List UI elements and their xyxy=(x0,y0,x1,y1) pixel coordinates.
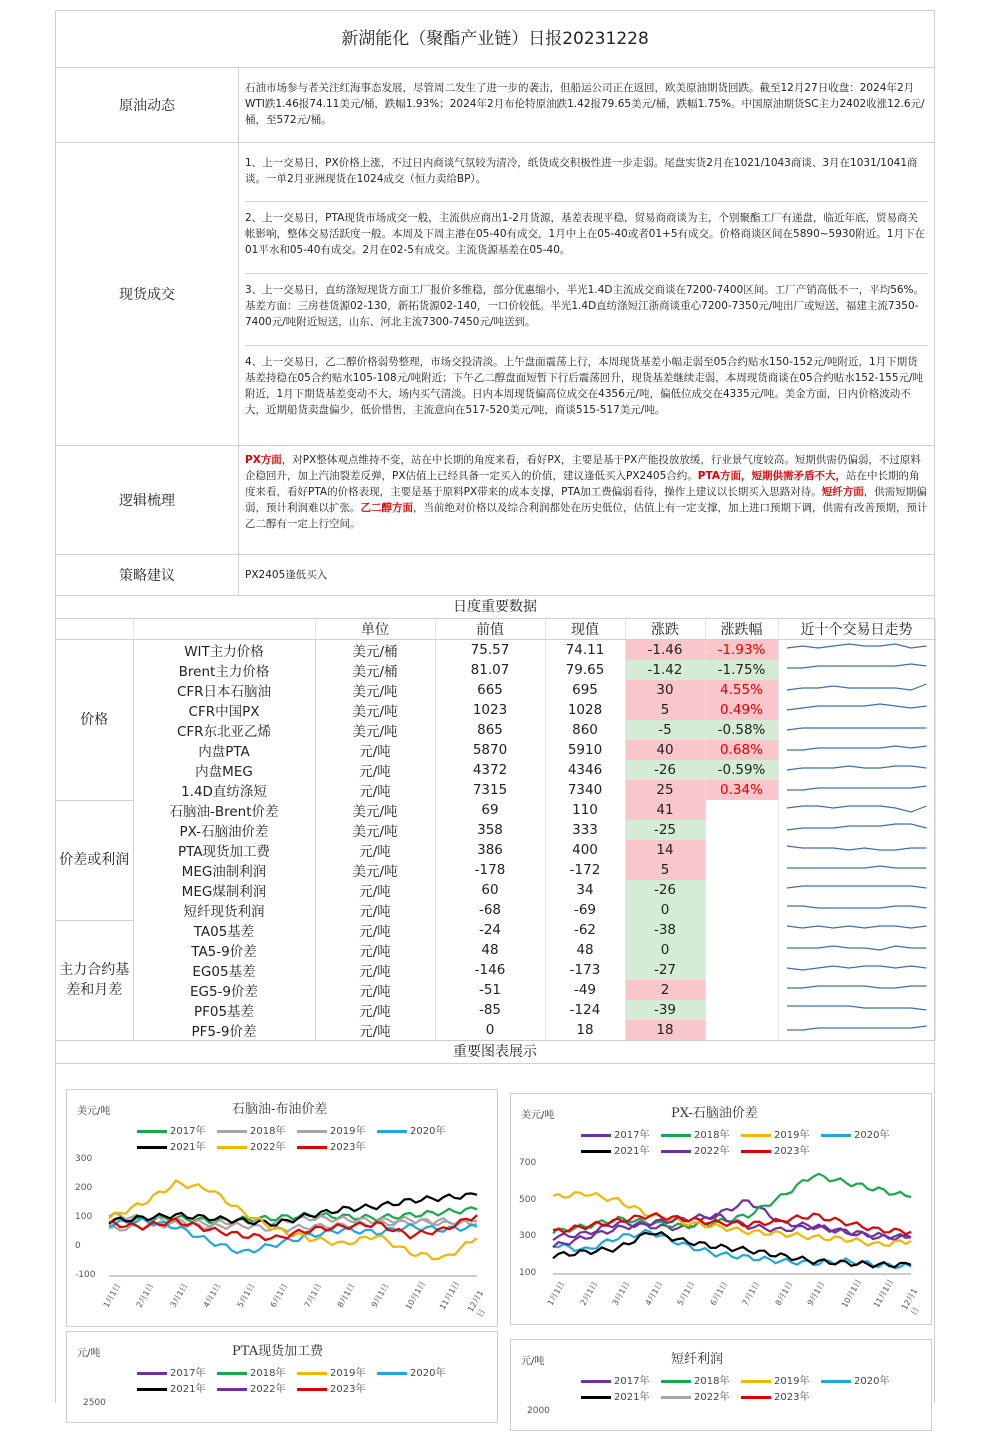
legend-item: 2017年 xyxy=(581,1372,649,1387)
legend-item: 2021年 xyxy=(581,1142,649,1157)
table-row xyxy=(56,860,935,880)
sparkline-path xyxy=(787,966,927,970)
col-pct: 涨跌幅 xyxy=(705,619,778,640)
y-tick: 100 xyxy=(75,1212,93,1222)
x-tick: 9月1日 xyxy=(369,1281,391,1310)
daily-data-title: 日度重要数据 xyxy=(56,596,934,619)
sparkline-path xyxy=(787,946,927,950)
row-prev: 665 xyxy=(435,680,545,700)
row-name: 石脑油-Brent价差 xyxy=(133,800,315,820)
row-prev: 358 xyxy=(435,820,545,840)
x-tick: 5月1日 xyxy=(675,1279,697,1308)
row-name: 1.4D直纺涤短 xyxy=(133,780,315,800)
series-line xyxy=(553,1192,911,1245)
row-name: MEG油制利润 xyxy=(133,860,315,880)
row-cur: 110 xyxy=(545,800,625,820)
y-tick: 0 xyxy=(75,1241,81,1251)
sparkline-path xyxy=(787,806,927,812)
row-trend-sparkline xyxy=(778,820,935,840)
x-tick: 2月1日 xyxy=(135,1281,156,1310)
row-unit: 美元/桶 xyxy=(315,640,435,661)
group-label: 主力合约基差和月差 xyxy=(56,920,133,1040)
row-prev: -146 xyxy=(435,960,545,980)
row-trend-sparkline xyxy=(778,980,935,1000)
legend-item: 2020年 xyxy=(821,1126,889,1141)
row-pct: -1.75% xyxy=(705,660,778,680)
table-row xyxy=(56,760,935,780)
table-row xyxy=(56,840,935,860)
report-title: 新湖能化（聚酯产业链）日报20231228 xyxy=(56,11,934,68)
table-row xyxy=(56,880,935,900)
legend-item: 2022年 xyxy=(661,1142,729,1157)
row-name: 内盘MEG xyxy=(133,760,315,780)
row-name: PX-石脑油价差 xyxy=(133,820,315,840)
row-prev: 1023 xyxy=(435,700,545,720)
row-chg: 5 xyxy=(625,860,705,880)
table-row xyxy=(56,920,935,940)
legend-item: 2021年 xyxy=(137,1380,205,1395)
y-tick: 100 xyxy=(519,1268,537,1278)
row-cur: -124 xyxy=(545,1000,625,1020)
row-unit: 美元/吨 xyxy=(315,860,435,880)
row-unit: 美元/吨 xyxy=(315,720,435,740)
row-pct xyxy=(705,980,778,1000)
row-pct: 0.34% xyxy=(705,780,778,800)
row-trend-sparkline xyxy=(778,700,935,720)
row-cur: 74.11 xyxy=(545,640,625,661)
row-chg: 41 xyxy=(625,800,705,820)
sparkline-path xyxy=(787,886,927,888)
legend-item: 2022年 xyxy=(661,1388,729,1403)
row-pct: 4.55% xyxy=(705,680,778,700)
sparkline-path xyxy=(787,786,927,790)
row-unit: 元/吨 xyxy=(315,980,435,1000)
row-pct xyxy=(705,940,778,960)
row-chg: 25 xyxy=(625,780,705,800)
row-prev: 75.57 xyxy=(435,640,545,661)
legend-item: 2023年 xyxy=(297,1380,365,1395)
row-trend-sparkline xyxy=(778,1020,935,1040)
row-chg: -27 xyxy=(625,960,705,980)
strategy-text: PX2405逢低买入 xyxy=(245,569,328,581)
row-chg: -25 xyxy=(625,820,705,840)
table-row xyxy=(56,800,935,820)
table-row xyxy=(56,660,935,680)
x-tick: 12月1日 xyxy=(899,1286,922,1317)
row-cur: 860 xyxy=(545,720,625,740)
row-cur: 5910 xyxy=(545,740,625,760)
legend-item: 2019年 xyxy=(297,1122,365,1137)
row-name: EG5-9价差 xyxy=(133,980,315,1000)
table-row xyxy=(56,720,935,740)
row-unit: 元/吨 xyxy=(315,780,435,800)
sparkline-path xyxy=(787,866,927,868)
sparkline-path xyxy=(787,684,927,690)
row-chg: -26 xyxy=(625,760,705,780)
logic-section xyxy=(56,446,934,555)
col-prev: 前值 xyxy=(435,619,545,640)
legend-item: 2020年 xyxy=(377,1122,445,1137)
row-trend-sparkline xyxy=(778,840,935,860)
row-trend-sparkline xyxy=(778,640,935,661)
logic-pta-heading: PTA方面，短期供需矛盾不大， xyxy=(697,470,846,482)
logic-meg-text: ，当前绝对价格以及综合利润都处在历史低位，估值上有一定支撑，加上进口预期下调，供需有改善预期，预计乙二醇有一定上行空间。 xyxy=(245,502,928,530)
legend-item: 2019年 xyxy=(741,1372,809,1387)
crude-section xyxy=(56,68,934,143)
x-tick: 9月1日 xyxy=(806,1279,827,1308)
row-unit: 元/吨 xyxy=(315,760,435,780)
row-pct xyxy=(705,880,778,900)
row-pct xyxy=(705,1000,778,1020)
row-chg: 5 xyxy=(625,700,705,720)
row-name: 短纤现货利润 xyxy=(133,900,315,920)
sparkline-path xyxy=(787,704,927,710)
row-chg: 30 xyxy=(625,680,705,700)
row-pct: 0.49% xyxy=(705,700,778,720)
row-unit: 元/吨 xyxy=(315,840,435,860)
daily-data-table xyxy=(56,619,936,1040)
row-unit: 元/吨 xyxy=(315,920,435,940)
charts-title: 重要图表展示 xyxy=(56,1040,934,1064)
row-cur: -172 xyxy=(545,860,625,880)
chart-title: 石脑油-布油价差 xyxy=(232,1102,328,1117)
row-cur: 34 xyxy=(545,880,625,900)
row-chg: 0 xyxy=(625,900,705,920)
x-tick: 7月1日 xyxy=(740,1279,762,1308)
row-prev: -85 xyxy=(435,1000,545,1020)
legend-item: 2023年 xyxy=(741,1388,809,1403)
row-unit: 美元/吨 xyxy=(315,800,435,820)
x-tick: 3月1日 xyxy=(168,1281,190,1310)
row-chg: 14 xyxy=(625,840,705,860)
logic-px-text: ，对PX整体观点维持不变，站在中长期的角度来看，看好PX，主要是基于PX产能投放放缓，行业景气度较高。短期供需仍偏弱，不过原料企稳回升，加上汽油裂差反弹，PX估值上已经具备一定买入的价值，建议逢低买入PX2405合约。 xyxy=(245,454,921,482)
legend-item: 2021年 xyxy=(581,1388,649,1403)
row-trend-sparkline xyxy=(778,800,935,820)
crude-text: 石油市场参与者关注红海事态发展，尽管周二发生了进一步的袭击，但船运公司正在返回，欧美原油期货回跌。截至12月27日收盘：2024年2月WTI跌1.46报74.11美元/桶，跌幅1.93%；2024年2月布伦特原油跌1.42报79.65美元/桶，跌幅1.75%。中国原油期货SC主力2402收涨12.6元/桶，至572元/桶。 xyxy=(245,82,925,126)
x-tick: 6月1日 xyxy=(708,1279,730,1308)
spot-para-3: 3、上一交易日，直纺涤短现货方面工厂报价多维稳，部分优惠缩小，半光1.4D主流成交商谈在7200-7400区间。工厂产销高低不一，平均56%。基差方面：三房巷货源02-130，新拓货源02-140，一口价较低。半光1.4D直纺涤短江浙商谈重心7200-7350元/吨出厂或短送，福建主流7350-7400元/吨附近短送，山东、河北主流7300-7450元/吨送到。 xyxy=(245,274,928,346)
x-tick: 4月1日 xyxy=(643,1279,665,1308)
spot-section xyxy=(56,143,934,446)
y-tick: 200 xyxy=(75,1183,93,1193)
row-prev: 48 xyxy=(435,940,545,960)
y-tick: 500 xyxy=(519,1194,537,1205)
row-prev: 0 xyxy=(435,1020,545,1040)
chart-3 xyxy=(66,1331,498,1423)
chart-title: PX-石脑油价差 xyxy=(671,1106,758,1121)
spot-para-1: 1、上一交易日，PX价格上涨，不过日内商谈气氛较为清冷，纸货成交积极性进一步走弱。尾盘实货2月在1021/1043商谈、3月在1031/1041商谈。一单2月亚洲现货在1024成交（恒力卖给BP）。 xyxy=(245,143,928,202)
row-unit: 元/吨 xyxy=(315,960,435,980)
row-prev: 60 xyxy=(435,880,545,900)
row-pct: -1.93% xyxy=(705,640,778,661)
row-trend-sparkline xyxy=(778,900,935,920)
legend-item: 2022年 xyxy=(217,1138,285,1153)
table-row xyxy=(56,940,935,960)
row-prev: 69 xyxy=(435,800,545,820)
sparkline-path xyxy=(787,728,927,730)
row-chg: -1.42 xyxy=(625,660,705,680)
row-prev: 5870 xyxy=(435,740,545,760)
row-name: MEG煤制利润 xyxy=(133,880,315,900)
row-trend-sparkline xyxy=(778,920,935,940)
row-name: 内盘PTA xyxy=(133,740,315,760)
sparkline-path xyxy=(787,846,927,850)
row-name: TA5-9价差 xyxy=(133,940,315,960)
row-trend-sparkline xyxy=(778,740,935,760)
chart-unit: 美元/吨 xyxy=(77,1106,111,1117)
col-unit: 单位 xyxy=(315,619,435,640)
row-cur: -49 xyxy=(545,980,625,1000)
row-name: PF05基差 xyxy=(133,1000,315,1020)
row-unit: 元/吨 xyxy=(315,1000,435,1020)
row-chg: -39 xyxy=(625,1000,705,1020)
logic-psf-heading: 短纤方面 xyxy=(821,486,864,498)
logic-text xyxy=(239,446,934,554)
row-pct xyxy=(705,960,778,980)
row-prev: -51 xyxy=(435,980,545,1000)
x-tick: 8月1日 xyxy=(335,1281,357,1310)
sparkline-path xyxy=(787,926,927,928)
table-row xyxy=(56,980,935,1000)
legend-item: 2018年 xyxy=(217,1364,285,1379)
row-pct xyxy=(705,920,778,940)
row-unit: 美元/吨 xyxy=(315,680,435,700)
row-unit: 元/吨 xyxy=(315,1020,435,1040)
legend-item: 2023年 xyxy=(297,1138,365,1153)
table-row xyxy=(56,640,935,661)
y-tick: 2000 xyxy=(527,1406,550,1416)
sparkline-path xyxy=(787,824,927,830)
row-cur: 7340 xyxy=(545,780,625,800)
row-trend-sparkline xyxy=(778,660,935,680)
row-trend-sparkline xyxy=(778,760,935,780)
series-line xyxy=(553,1214,911,1247)
logic-px-heading: PX方面 xyxy=(245,454,282,466)
row-unit: 美元/桶 xyxy=(315,660,435,680)
row-chg: 40 xyxy=(625,740,705,760)
row-cur: 333 xyxy=(545,820,625,840)
row-name: CFR日本石脑油 xyxy=(133,680,315,700)
row-cur: -62 xyxy=(545,920,625,940)
sparkline-path xyxy=(787,1026,927,1030)
table-row xyxy=(56,1000,935,1020)
row-chg: -26 xyxy=(625,880,705,900)
legend-item: 2017年 xyxy=(137,1122,205,1137)
legend-item: 2019年 xyxy=(297,1364,365,1379)
col-trend: 近十个交易日走势 xyxy=(778,619,935,640)
row-name: CFR东北亚乙烯 xyxy=(133,720,315,740)
row-trend-sparkline xyxy=(778,680,935,700)
row-pct xyxy=(705,820,778,840)
report-page xyxy=(55,10,935,1416)
row-unit: 元/吨 xyxy=(315,900,435,920)
x-tick: 4月1日 xyxy=(202,1281,223,1310)
row-cur: 695 xyxy=(545,680,625,700)
logic-label: 逻辑梳理 xyxy=(56,446,239,554)
row-prev: 4372 xyxy=(435,760,545,780)
x-tick: 8月1日 xyxy=(773,1279,795,1308)
legend-item: 2023年 xyxy=(741,1142,809,1157)
logic-pta-text: 站在中长期的角度来看，看好PTA的价格表现，主要是基于原料PX带来的成本支撑，PTA加工费偏弱看待，操作上建议以长期买入思路对待。 xyxy=(245,470,920,498)
row-pct xyxy=(705,1020,778,1040)
chart-title: PTA现货加工费 xyxy=(232,1344,324,1359)
row-name: WIT主力价格 xyxy=(133,640,315,661)
row-trend-sparkline xyxy=(778,880,935,900)
legend-item: 2017年 xyxy=(137,1364,205,1379)
row-name: PF5-9价差 xyxy=(133,1020,315,1040)
sparkline-path xyxy=(787,746,927,750)
row-cur: 79.65 xyxy=(545,660,625,680)
x-tick: 3月1日 xyxy=(610,1279,632,1308)
table-row xyxy=(56,900,935,920)
legend-item: 2018年 xyxy=(217,1122,285,1137)
chart-unit: 美元/吨 xyxy=(521,1110,555,1121)
legend-item: 2019年 xyxy=(741,1126,809,1141)
group-label: 价差或利润 xyxy=(56,800,133,920)
strategy-label: 策略建议 xyxy=(56,555,239,595)
chart-unit: 元/吨 xyxy=(521,1356,545,1367)
row-pct: -0.59% xyxy=(705,760,778,780)
row-unit: 元/吨 xyxy=(315,740,435,760)
col-chg: 涨跌 xyxy=(625,619,705,640)
chart-title: 短纤利润 xyxy=(671,1352,724,1367)
row-pct: 0.68% xyxy=(705,740,778,760)
row-prev: -24 xyxy=(435,920,545,940)
table-row xyxy=(56,820,935,840)
chart-2 xyxy=(510,1093,932,1325)
row-cur: 1028 xyxy=(545,700,625,720)
spot-para-4: 4、上一交易日，乙二醇价格弱势整理，市场交投清淡。上午盘面震荡上行，本周现货基差小幅走弱至05合约贴水150-152元/吨附近，1月下期货基差持稳在05合约贴水105-108元/吨附近；下午乙二醇盘面短暂下行后震荡回升，现货基差继续走弱，本周现货商谈在05合约贴水152-155元/吨附近，1月下期货基差变动不大，场内买气清淡。日内本周现货偏高位成交在4356元/吨，偏低位成交在4335元/吨。美金方面，日内价格波动不大，近期船货卖盘偏少，低价惜售，主流意向在517-520美元/吨，商谈515-517美元/吨。 xyxy=(245,356,924,416)
row-trend-sparkline xyxy=(778,940,935,960)
row-prev: -68 xyxy=(435,900,545,920)
row-unit: 元/吨 xyxy=(315,880,435,900)
row-cur: -173 xyxy=(545,960,625,980)
row-prev: -178 xyxy=(435,860,545,880)
legend-item: 2020年 xyxy=(821,1372,889,1387)
table-header-row xyxy=(56,619,935,640)
row-name: CFR中国PX xyxy=(133,700,315,720)
y-tick: 300 xyxy=(519,1231,537,1242)
row-name: Brent主力价格 xyxy=(133,660,315,680)
row-name: TA05基差 xyxy=(133,920,315,940)
group-label: 价格 xyxy=(56,640,133,801)
row-pct xyxy=(705,860,778,880)
crude-label: 原油动态 xyxy=(56,68,239,142)
x-tick: 1月1日 xyxy=(101,1281,123,1310)
table-row xyxy=(56,680,935,700)
row-chg: -38 xyxy=(625,920,705,940)
row-pct: -0.58% xyxy=(705,720,778,740)
x-tick: 10月1日 xyxy=(839,1277,864,1310)
row-chg: 0 xyxy=(625,940,705,960)
spot-label: 现货成交 xyxy=(56,143,239,445)
sparkline-path xyxy=(787,986,927,988)
table-row xyxy=(56,1020,935,1040)
table-row xyxy=(56,700,935,720)
y-tick: -100 xyxy=(75,1270,96,1280)
x-tick: 1月1日 xyxy=(545,1279,567,1308)
spot-para-2: 2、上一交易日，PTA现货市场成交一般，主流供应商出1-2月货源，基差表现平稳，贸易商商谈为主，个别聚酯工厂有递盘，临近年底，贸易商关帐影响，整体交易活跃度一般。本周及下周主港在05-40有成交，1月中上在05-40或者01+5有成交。价格商谈区间在5890~5930附近。1月下在01平水和05-40有成交。2月在02-5有成交。主流货源基差在05-40。 xyxy=(245,202,928,274)
row-trend-sparkline xyxy=(778,860,935,880)
x-tick: 2月1日 xyxy=(578,1279,600,1308)
row-pct xyxy=(705,840,778,860)
x-tick: 5月1日 xyxy=(235,1281,257,1310)
row-cur: 18 xyxy=(545,1020,625,1040)
legend-item: 2017年 xyxy=(581,1126,649,1141)
x-tick: 6月1日 xyxy=(268,1281,290,1310)
row-cur: 400 xyxy=(545,840,625,860)
row-prev: 81.07 xyxy=(435,660,545,680)
table-row xyxy=(56,740,935,760)
row-prev: 865 xyxy=(435,720,545,740)
legend-item: 2018年 xyxy=(661,1126,729,1141)
x-tick: 11月1日 xyxy=(872,1277,896,1310)
row-cur: 4346 xyxy=(545,760,625,780)
row-chg: -5 xyxy=(625,720,705,740)
sparkline-path xyxy=(787,906,927,908)
x-tick: 11月1日 xyxy=(437,1279,461,1312)
row-prev: 7315 xyxy=(435,780,545,800)
row-unit: 元/吨 xyxy=(315,940,435,960)
row-chg: -1.46 xyxy=(625,640,705,661)
legend-item: 2020年 xyxy=(377,1364,445,1379)
row-trend-sparkline xyxy=(778,1000,935,1020)
row-cur: 48 xyxy=(545,940,625,960)
charts-area xyxy=(56,1075,936,1415)
y-tick: 300 xyxy=(75,1154,93,1164)
row-pct xyxy=(705,900,778,920)
legend-item: 2022年 xyxy=(217,1380,285,1395)
sparkline-path xyxy=(787,1006,927,1010)
chart-4 xyxy=(510,1339,932,1431)
x-tick: 10月1日 xyxy=(404,1279,428,1312)
row-name: EG05基差 xyxy=(133,960,315,980)
table-row xyxy=(56,960,935,980)
strategy-section xyxy=(56,555,934,596)
row-trend-sparkline xyxy=(778,720,935,740)
col-cur: 现值 xyxy=(545,619,625,640)
legend-item: 2018年 xyxy=(661,1372,729,1387)
y-tick: 700 xyxy=(519,1158,537,1168)
x-tick: 7月1日 xyxy=(302,1281,324,1310)
row-unit: 美元/吨 xyxy=(315,700,435,720)
row-chg: 18 xyxy=(625,1020,705,1040)
x-tick: 12月1日 xyxy=(465,1288,488,1319)
row-unit: 美元/吨 xyxy=(315,820,435,840)
y-tick: 2500 xyxy=(83,1398,106,1408)
row-trend-sparkline xyxy=(778,780,935,800)
row-pct xyxy=(705,800,778,820)
table-row xyxy=(56,780,935,800)
sparkline-path xyxy=(787,664,927,668)
row-chg: 2 xyxy=(625,980,705,1000)
logic-meg-heading: 乙二醇方面 xyxy=(360,502,413,514)
logic-psf-text: ，供需短期偏弱，预计利润难以扩张。 xyxy=(245,486,927,514)
row-name: PTA现货加工费 xyxy=(133,840,315,860)
chart-1 xyxy=(66,1089,498,1327)
sparkline-path xyxy=(787,766,927,770)
row-cur: -69 xyxy=(545,900,625,920)
legend-item: 2021年 xyxy=(137,1138,205,1153)
row-prev: 386 xyxy=(435,840,545,860)
sparkline-path xyxy=(787,644,927,648)
chart-unit: 元/吨 xyxy=(77,1348,101,1359)
row-trend-sparkline xyxy=(778,960,935,980)
